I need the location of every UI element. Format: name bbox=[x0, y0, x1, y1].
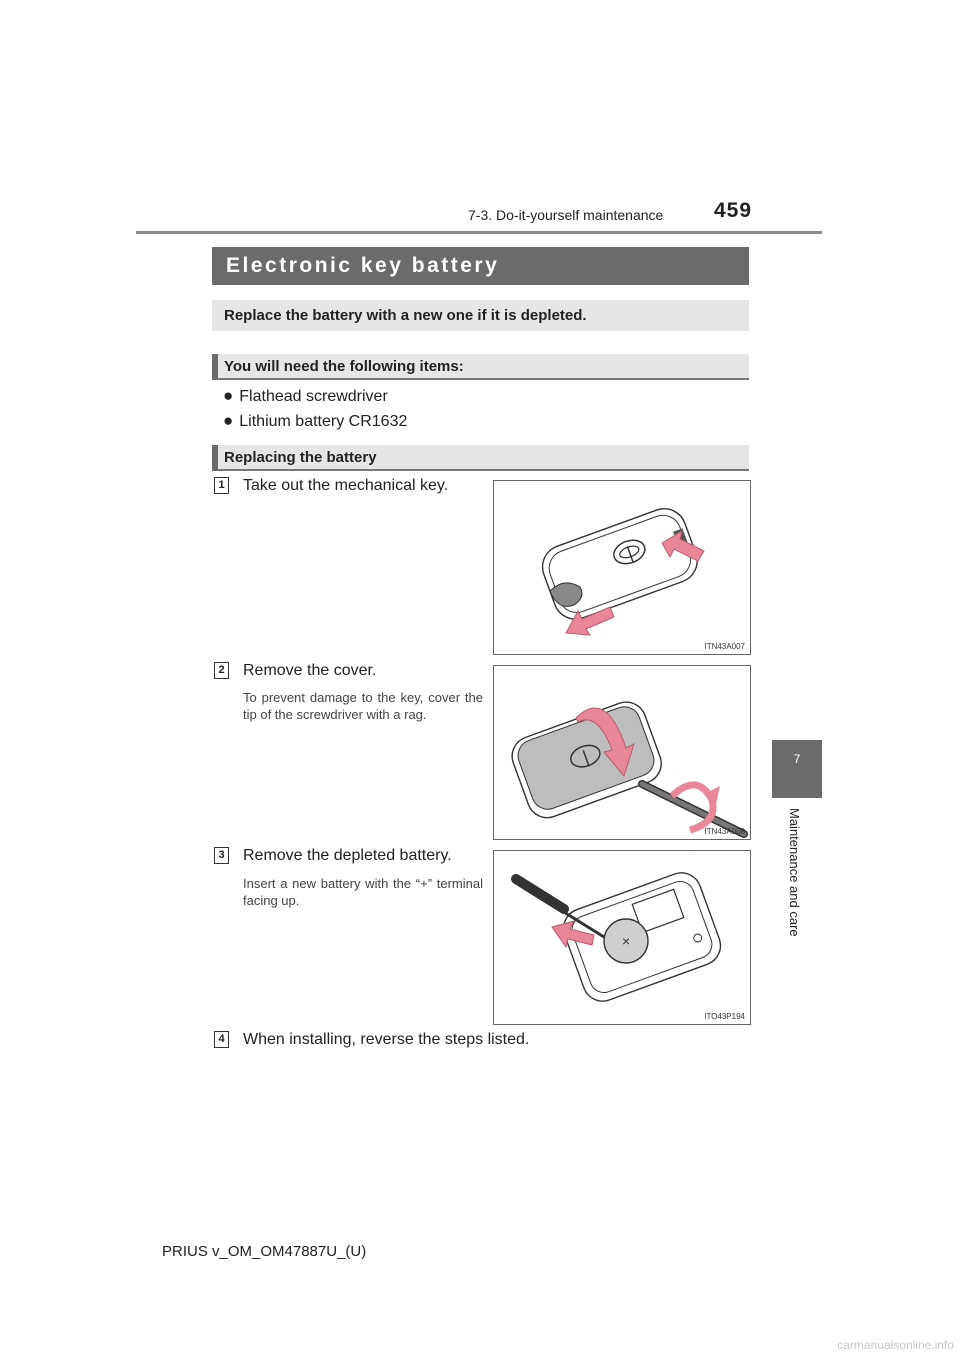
replacing-heading bbox=[212, 445, 749, 471]
section-title: 7-3. Do-it-yourself maintenance bbox=[468, 207, 664, 223]
step-text: Remove the depleted battery. bbox=[243, 847, 452, 864]
page-number: 459 bbox=[714, 199, 753, 222]
figure-code: ITN43A008 bbox=[704, 827, 745, 836]
figure-remove-key bbox=[493, 480, 751, 655]
step-note: To prevent damage to the key, cover the tip of the screwdriver with a rag. bbox=[243, 690, 483, 722]
items-needed-heading bbox=[212, 354, 749, 380]
step-note: Insert a new battery with the “+” terminal facing up. bbox=[243, 876, 483, 908]
chapter-label-text: Maintenance and care bbox=[787, 808, 802, 937]
footer-code: PRIUS v_OM_OM47887U_(U) bbox=[162, 1243, 367, 1260]
battery-removal-illustration bbox=[494, 851, 750, 1024]
bullet-icon: ● bbox=[223, 386, 234, 405]
watermark: carmanualsonline.info bbox=[837, 1338, 954, 1352]
intro-text: Replace the battery with a new one if it is depleted. bbox=[224, 307, 587, 324]
header-rule bbox=[136, 231, 822, 234]
items-needed-heading-text: You will need the following items: bbox=[224, 358, 464, 375]
figure-remove-cover bbox=[493, 665, 751, 840]
list-item bbox=[223, 386, 388, 406]
figure-remove-battery bbox=[493, 850, 751, 1025]
step-number: 1 bbox=[214, 477, 229, 494]
bullet-icon: ● bbox=[223, 411, 234, 430]
chapter-label bbox=[784, 808, 804, 958]
step-number: 2 bbox=[214, 662, 229, 679]
figure-code: ITO43P194 bbox=[704, 1012, 745, 1021]
item-text: Lithium battery CR1632 bbox=[239, 413, 408, 430]
figure-code: ITN43A007 bbox=[704, 642, 745, 651]
item-text: Flathead screwdriver bbox=[239, 388, 388, 405]
step-text: When installing, reverse the steps listed. bbox=[243, 1031, 530, 1048]
chapter-number: 7 bbox=[793, 752, 801, 766]
step-text: Take out the mechanical key. bbox=[243, 477, 449, 494]
step-number: 4 bbox=[214, 1031, 229, 1048]
step-text: Remove the cover. bbox=[243, 662, 377, 679]
svg-text:×: × bbox=[622, 933, 631, 949]
replacing-heading-text: Replacing the battery bbox=[224, 449, 377, 466]
page-title: Electronic key battery bbox=[226, 254, 500, 277]
key-fob-illustration bbox=[494, 481, 750, 654]
list-item bbox=[223, 411, 407, 431]
chapter-tab bbox=[772, 740, 822, 798]
step-number: 3 bbox=[214, 847, 229, 864]
cover-removal-illustration bbox=[494, 666, 750, 839]
